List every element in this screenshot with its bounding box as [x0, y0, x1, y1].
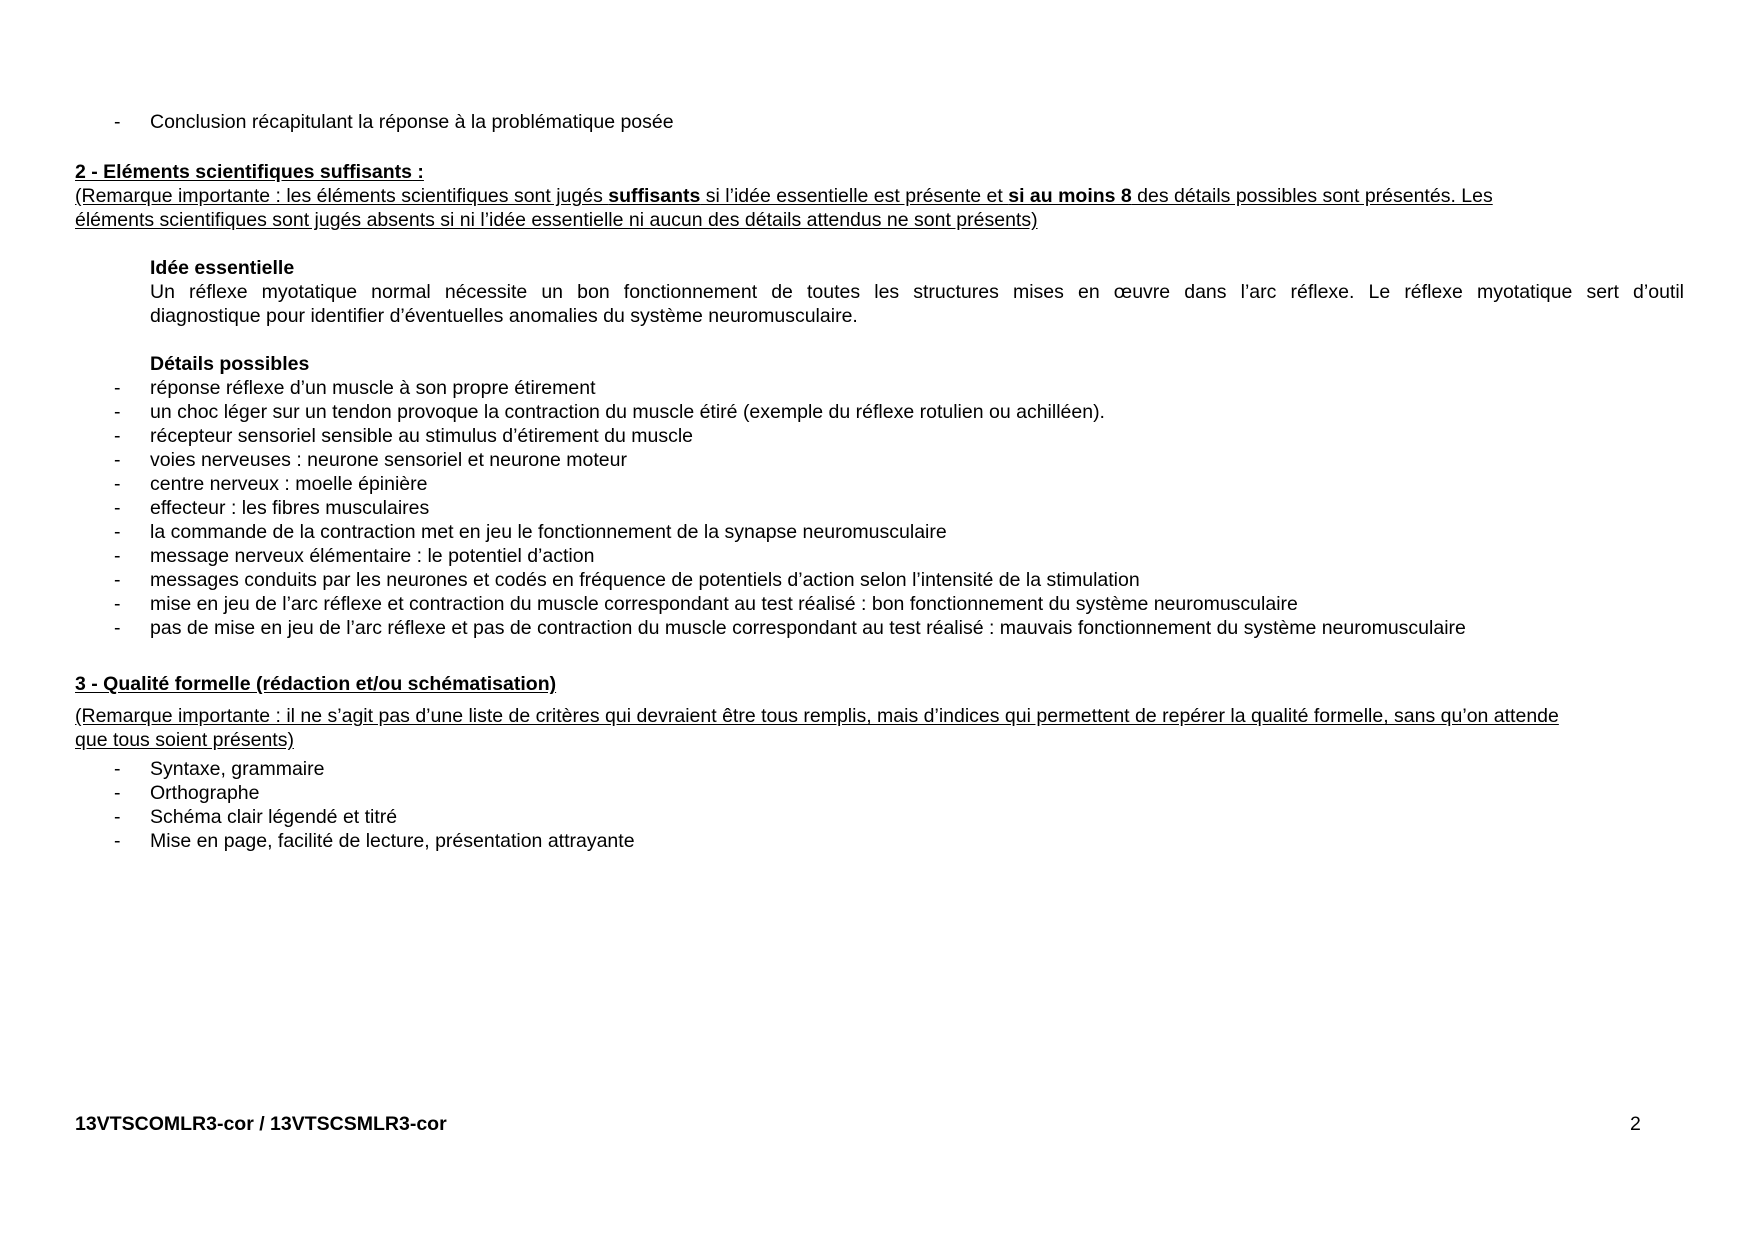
list-item: - effecteur : les fibres musculaires — [114, 497, 430, 519]
list-item: - Schéma clair légendé et titré — [114, 806, 398, 828]
list-item: - la commande de la contraction met en jeu le fonctionnement de la synapse neuromusculaire — [114, 521, 947, 543]
list-item: - voies nerveuses : neurone sensoriel et neurone moteur — [114, 449, 627, 471]
section3-remark-line1: (Remarque importante : il ne s’agit pas d’une liste de critères qui devraient être tous remplis, mais d’indices qui permettent de repérer la qualité formelle, sans qu’on attende — [75, 705, 1559, 727]
footer-document-code: 13VTSCOMLR3-cor / 13VTSCSMLR3-cor — [75, 1113, 447, 1135]
footer-page-number: 2 — [1630, 1113, 1641, 1135]
list-item: - un choc léger sur un tendon provoque la contraction du muscle étiré (exemple du réflexe rotulien ou achilléen). — [114, 401, 1105, 423]
list-item: - réponse réflexe d’un muscle à son propre étirement — [114, 377, 596, 399]
list-item: - messages conduits par les neurones et codés en fréquence de potentiels d’action selon l’intensité de la stimulation — [114, 569, 1140, 591]
list-item: - pas de mise en jeu de l’arc réflexe et pas de contraction du muscle correspondant au test réalisé : mauvais fonctionnement du système neuromusculaire — [114, 617, 1466, 639]
section2-remark-line1: (Remarque importante : les éléments scientifiques sont jugés suffisants si l’idée essentielle est présente et si au moins 8 des détails possibles sont présentés. Les — [75, 185, 1493, 207]
list-item: - centre nerveux : moelle épinière — [114, 473, 428, 495]
idea-title: Idée essentielle — [150, 257, 295, 279]
quality-list — [0, 757, 1754, 853]
list-item: - Mise en page, facilité de lecture, présentation attrayante — [114, 830, 635, 852]
section2-remark-line2: éléments scientifiques sont jugés absents si ni l’idée essentielle ni aucun des détails attendus ne sont présents) — [75, 209, 1038, 231]
intro-item-text: Conclusion récapitulant la réponse à la problématique posée — [150, 111, 674, 133]
section3-heading: 3 - Qualité formelle (rédaction et/ou schématisation) — [75, 673, 557, 695]
list-item: - message nerveux élémentaire : le potentiel d’action — [114, 545, 595, 567]
list-item: - récepteur sensoriel sensible au stimulus d’étirement du muscle — [114, 425, 694, 447]
details-list — [0, 376, 1754, 640]
details-title: Détails possibles — [150, 353, 310, 375]
idea-text-line1: Un réflexe myotatique normal nécessite un bon fonctionnement de toutes les structures mises en œuvre dans l’arc réflexe. Le réflexe myotatique sert d’outil — [150, 281, 1684, 303]
section3-remark-line2: que tous soient présents) — [75, 729, 294, 751]
section2-heading: 2 - Eléments scientifiques suffisants : — [75, 161, 424, 183]
list-item: - Syntaxe, grammaire — [114, 758, 325, 780]
idea-text-line2: diagnostique pour identifier d’éventuelles anomalies du système neuromusculaire. — [150, 305, 858, 327]
list-item: - Orthographe — [114, 782, 260, 804]
list-item: - mise en jeu de l’arc réflexe et contraction du muscle correspondant au test réalisé : bon fonctionnement du système neuromusculaire — [114, 593, 1298, 615]
bullet-dash: - — [114, 111, 121, 133]
